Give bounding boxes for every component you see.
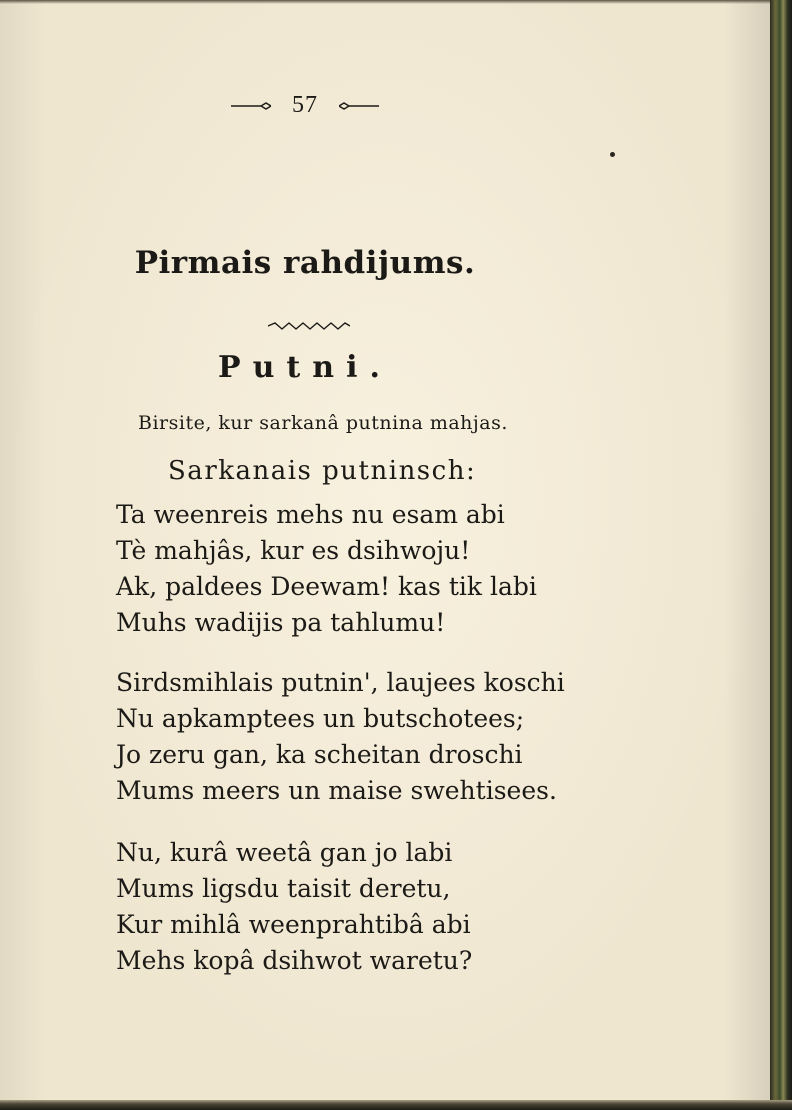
poem-line: Sirdsmihlais putnin', laujees koschi bbox=[116, 668, 565, 697]
page-top-edge bbox=[0, 0, 792, 4]
poem-line: Jo zeru gan, ka scheitan droschi bbox=[116, 740, 523, 769]
left-ornament-icon bbox=[231, 100, 271, 112]
poem-line: Kur mihlâ weenprahtibâ abi bbox=[116, 910, 471, 939]
poem-line: Nu apkamptees un butschotees; bbox=[116, 704, 525, 733]
page-header bbox=[0, 92, 610, 119]
right-ornament-icon bbox=[339, 100, 379, 112]
wave-divider-icon bbox=[268, 320, 350, 332]
poem-line: Mehs kopâ dsihwot waretu? bbox=[116, 946, 473, 975]
poem-speaker: Sarkanais putninsch: bbox=[168, 456, 477, 486]
page-bottom-edge bbox=[0, 1100, 792, 1110]
poem-line: Ak, paldees Deewam! kas tik labi bbox=[116, 572, 537, 601]
poem-line: Ta weenreis mehs nu esam abi bbox=[116, 500, 505, 529]
poem-subtitle: Birsite, kur sarkanâ putnina mahjas. bbox=[138, 412, 508, 434]
poem-line: Tè mahjâs, kur es dsihwoju! bbox=[116, 536, 471, 565]
poem-line: Muhs wadijis pa tahlumu! bbox=[116, 608, 446, 637]
poem-line: Nu, kurâ weetâ gan jo labi bbox=[116, 838, 453, 867]
poem-line: Mums ligsdu taisit deretu, bbox=[116, 874, 451, 903]
book-spine-edge bbox=[770, 0, 792, 1110]
poem-title: Putni. bbox=[218, 350, 392, 385]
chapter-title: Pirmais rahdijums. bbox=[134, 245, 476, 281]
ink-speck bbox=[610, 152, 615, 157]
page-number: 57 bbox=[292, 92, 318, 118]
poem-line: Mums meers un maise swehtisees. bbox=[116, 776, 557, 805]
